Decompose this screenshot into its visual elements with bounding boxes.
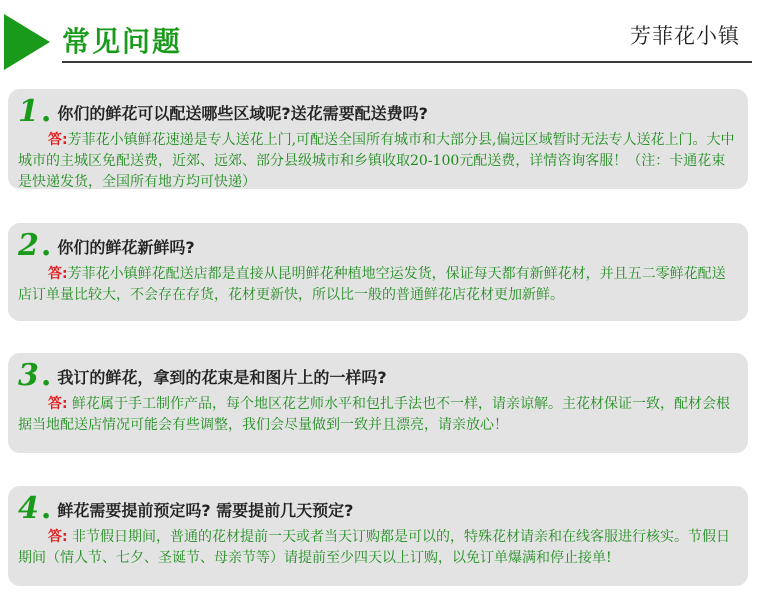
faq-item-2 [8,223,748,321]
faq-number-dot: . [40,228,52,263]
faq-question: 你们的鲜花可以配送哪些区域呢?送花需要配送费吗? [57,104,428,123]
faq-number: 3 [18,358,39,393]
faq-question: 我订的鲜花，拿到的花束是和图片上的一样吗? [57,368,387,387]
faq-question: 你们的鲜花新鲜吗? [57,238,195,257]
faq-question-row [18,94,736,129]
faq-answer [18,264,736,306]
answer-text: 芳菲花小镇鲜花速递是专人送花上门,可配送全国所有城市和大部分县,偏远区域暂时无法专人送花上门。大中城市的主城区免配送费，近郊、远郊、部分县级城市和乡镇收取20-100元配送费，详情咨询客服！（注：卡通花束是快递发货，全国所有地方均可快递） [18,132,735,190]
faq-question-row [18,491,736,526]
faq-number: 2 [18,228,39,263]
header-divider [62,61,752,63]
arrow-icon [4,14,50,70]
faq-answer [18,130,736,193]
brand-name: 芳菲花小镇 [630,24,740,48]
answer-text: 鲜花属于手工制作产品，每个地区花艺师水平和包扎手法也不一样，请亲谅解。主花材保证一致，配材会根据当地配送店情况可能会有些调整，我们会尽量做到一致并且漂亮，请亲放心！ [18,396,731,433]
faq-number-dot: . [40,94,52,129]
faq-item-3 [8,353,748,453]
faq-item-1 [8,89,748,189]
faq-question-row [18,228,736,263]
answer-text: 芳菲花小镇鲜花配送店都是直接从昆明鲜花种植地空运发货，保证每天都有新鲜花材，并且五二零鲜花配送店订单量比较大，不会存在存货，花材更新快，所以比一般的普通鲜花店花材更加新鲜。 [18,266,726,303]
answer-label: 答: [48,529,68,545]
page-header [0,0,760,72]
faq-answer [18,527,736,569]
faq-question-row [18,358,736,393]
answer-text: 非节假日期间，普通的花材提前一天或者当天订购都是可以的，特殊花材请亲和在线客服进行核实。节假日期间（情人节、七夕、圣诞节、母亲节等）请提前至少四天以上订购，以免订单爆满和停止接单! [18,529,731,566]
answer-label: 答: [48,132,68,148]
faq-question: 鲜花需要提前预定吗? 需要提前几天预定? [57,501,354,520]
answer-label: 答: [48,396,68,412]
faq-number-dot: . [40,491,52,526]
page-title: 常见问题 [62,25,183,58]
faq-item-4 [8,486,748,586]
answer-label: 答: [48,266,68,282]
faq-answer [18,394,736,436]
faq-number: 4 [18,491,39,526]
faq-number: 1 [18,94,39,129]
faq-number-dot: . [40,358,52,393]
